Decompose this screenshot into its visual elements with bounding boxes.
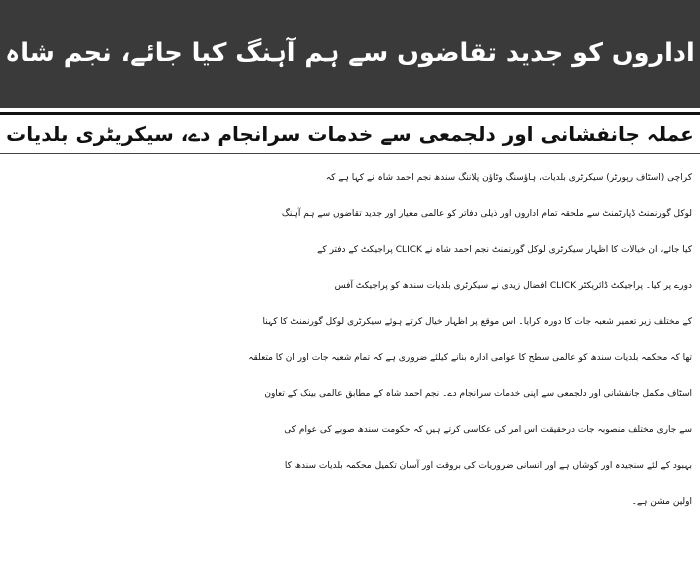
article-line: کے مختلف زیر تعمیر شعبہ جات کا دورہ کرایا۔ اس موقع پر اظہار خیال کرتے ہوئے سیکرٹری لوکل گورنمنٹ کا کہنا xyxy=(262,317,692,327)
article-line: سے جاری مختلف منصوبہ جات درحقیقت اس امر کی عکاسی کرتے ہیں کہ حکومت سندھ صوبے کی عوام کی xyxy=(284,425,692,435)
headline: اداروں کو جدید تقاضوں سے ہم آہنگ کیا جائے، نجم شاہ xyxy=(5,38,695,69)
article-line: اولین مشن ہے۔ xyxy=(631,497,692,507)
subheadline-banner xyxy=(0,112,700,154)
article-line: اسٹاف مکمل جانفشانی اور دلجمعی سے اپنی خدمات سرانجام دے۔ نجم احمد شاہ کے مطابق عالمی بینک کے تعاون xyxy=(264,389,692,399)
article-line: بہبود کے لئے سنجیدہ اور کوشاں ہے اور انسانی ضروریات کی بروقت اور آسان تکمیل محکمہ بلدیات سندھ کا xyxy=(284,461,692,471)
article-body xyxy=(10,160,692,565)
subheadline: عملہ جانفشانی اور دلجمعی سے خدمات سرانجام دے، سیکریٹری بلدیات xyxy=(6,122,694,146)
article-line: کراچی (اسٹاف رپورٹر) سیکرٹری بلدیات، ہاؤسنگ وٹاؤن پلاننگ سندھ نجم احمد شاہ نے کہا ہے کہ xyxy=(325,173,692,183)
article-line: دورے پر کیا۔ پراجیکٹ ڈائریکٹر CLICK افضال زیدی نے سیکرٹری بلدیات سندھ کو پراجیکٹ آفس xyxy=(334,281,692,291)
headline-banner xyxy=(0,0,700,108)
article-line: لوکل گورنمنٹ ڈپارٹمنٹ سے ملحقہ تمام اداروں اور ذیلی دفاتر کو عالمی معیار اور جدید تقاضوں سے ہم آہنگ xyxy=(281,209,692,219)
article-line: تھا کہ محکمہ بلدیات سندھ کو عالمی سطح کا عوامی ادارہ بنانے کیلئے ضروری ہے کہ تمام شعبہ جات اور ان کا متعلقہ xyxy=(248,353,692,363)
article-line: کیا جائے، ان خیالات کا اظہار سیکرٹری لوکل گورنمنٹ نجم احمد شاہ نے CLICK پراجیکٹ کے دفتر کے xyxy=(317,245,692,255)
